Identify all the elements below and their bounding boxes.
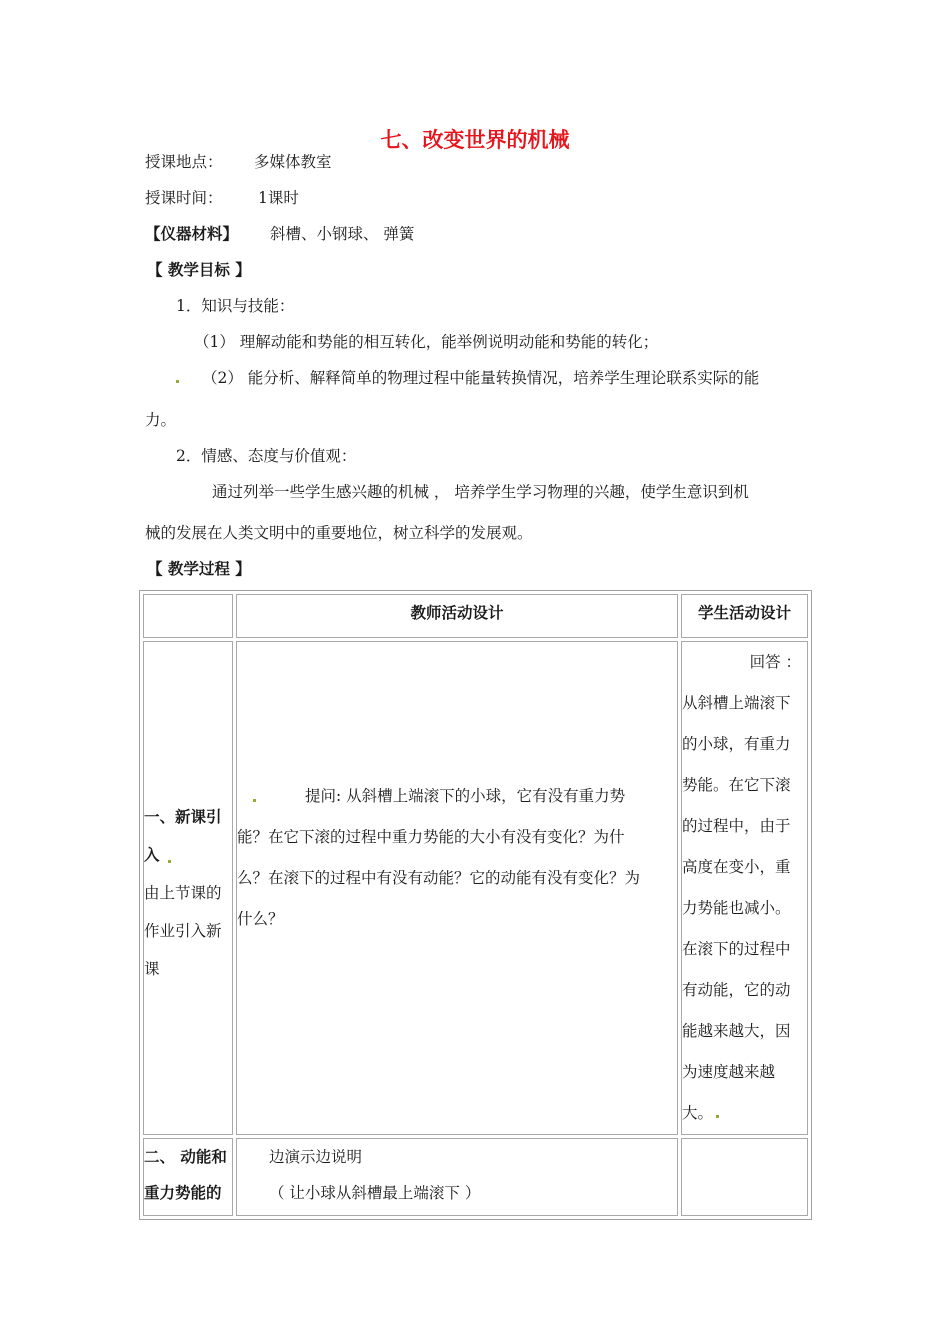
duration-label: 授课时间：: [145, 189, 223, 207]
stage-cell-demo: [143, 1138, 233, 1216]
objective-attitude-values: 2．情感、态度与价值观：: [176, 447, 357, 465]
student-answer-line: 力势能也减小。: [682, 899, 791, 917]
stray-dot-mark: [253, 799, 256, 802]
student-answer-line: 为速度越来越: [682, 1063, 776, 1081]
teacher-question-line1: 提问: 从斜槽上端滚下的小球，它有没有重力势: [305, 787, 626, 805]
objectives-heading: 【 教学目标 】: [147, 260, 251, 279]
header-stage-cell: [143, 594, 233, 638]
objective-2-line2: 械的发展在人类文明中的重要地位，树立科学的发展观。: [145, 524, 533, 542]
stage-note-line2: 作业引入新: [144, 922, 222, 940]
teacher-question-line4: 什么？: [237, 910, 284, 928]
stage-cell-intro: [143, 641, 233, 1135]
objective-2-line1: 通过列举一些学生感兴趣的机械 ， 培养学生学习物理的兴趣，使学生意识到机: [212, 483, 749, 501]
student-answer-line: 在滚下的过程中: [682, 940, 791, 958]
student-activity-demo: [681, 1138, 808, 1216]
page-title: 七、改变世界的机械: [380, 127, 570, 152]
venue-label: 授课地点：: [145, 153, 223, 171]
stray-dot-mark: [716, 1115, 719, 1118]
objective-1-2-line2: 力。: [145, 411, 177, 429]
objective-knowledge-skills: 1．知识与技能：: [176, 297, 295, 315]
header-student-activity: 学生活动设计: [681, 594, 808, 638]
process-heading: 【 教学过程 】: [147, 559, 251, 578]
teacher-demo-line1: 边演示边说明: [269, 1148, 363, 1166]
stage-label-line2: 重力势能的: [144, 1183, 222, 1202]
duration-value: 1课时: [258, 189, 299, 207]
teacher-question-line2: 能？在它下滚的过程中重力势能的大小有没有变化？为什: [237, 828, 625, 846]
stage-label-line1: 二、 动能和: [144, 1147, 227, 1166]
stage-note-line3: 课: [144, 960, 160, 978]
teacher-activity-intro: [236, 641, 678, 1135]
student-answer-line: 回答 ：: [749, 653, 801, 671]
student-answer-line: 从斜槽上端滚下: [682, 694, 791, 712]
materials-value: 斜槽、小钢球、 弹簧: [270, 225, 415, 243]
stage-note-line1: 由上节课的: [144, 884, 222, 902]
student-answer-line: 的过程中，由于: [682, 817, 791, 835]
objective-1-2-line1: （2） 能分析、解释简单的物理过程中能量转换情况，培养学生理论联系实际的能: [202, 369, 760, 387]
student-answer-line: 高度在变小，重: [682, 858, 791, 876]
stray-dot-mark: [176, 380, 179, 383]
student-answer-line: 有动能，它的动: [682, 981, 791, 999]
student-answer-line: 能越来越大，因: [682, 1022, 791, 1040]
teacher-activity-demo: [236, 1138, 678, 1216]
student-activity-intro: [681, 641, 808, 1135]
stage-label-line2: 入: [144, 845, 160, 864]
student-answer-line: 势能。在它下滚: [682, 776, 791, 794]
objective-1-1: （1） 理解动能和势能的相互转化，能举例说明动能和势能的转化；: [194, 333, 659, 351]
header-teacher-activity: 教师活动设计: [236, 594, 678, 638]
stage-label-line1: 一、新课引: [144, 807, 222, 826]
venue-value: 多媒体教室: [254, 153, 332, 171]
teacher-demo-line2: （ 让小球从斜槽最上端滚下 ）: [269, 1184, 481, 1202]
stray-dot-mark: [168, 860, 171, 863]
materials-label: 【仪器材料】: [145, 224, 239, 243]
teaching-process-table: [139, 590, 812, 1220]
student-answer-line: 大。: [682, 1104, 714, 1122]
teacher-question-line3: 么？在滚下的过程中有没有动能？它的动能有没有变化？为: [237, 869, 641, 887]
student-answer-line: 的小球，有重力: [682, 735, 791, 753]
